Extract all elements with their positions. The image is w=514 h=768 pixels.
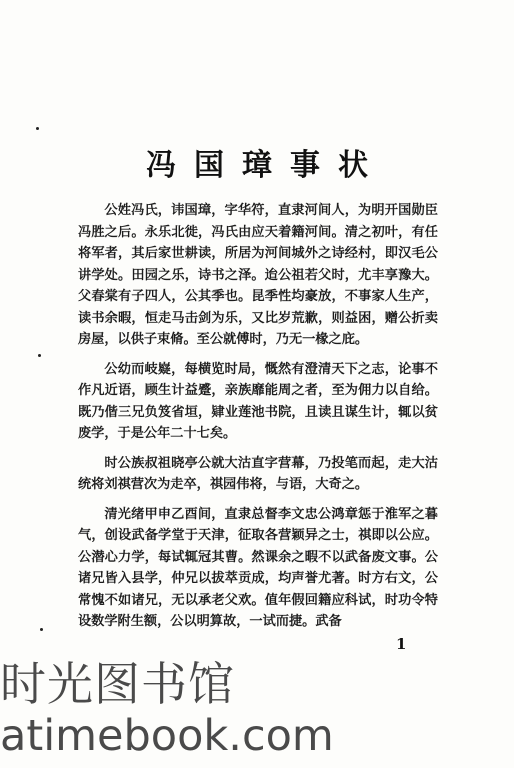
scan-speck bbox=[40, 628, 43, 631]
document-body bbox=[78, 200, 438, 641]
scan-speck bbox=[38, 354, 41, 357]
scan-speck bbox=[36, 127, 39, 130]
watermark-url: atimebook.com bbox=[0, 711, 334, 761]
document-title: 冯国璋事状 bbox=[146, 148, 386, 183]
paragraph: 时公族叔祖晓亭公就大沽直字营幕，乃投笔而起，走大沽统将刘祺营次为走卒，祺园伟将，与语，大奇之。 bbox=[78, 455, 438, 492]
page-number: 1 bbox=[396, 635, 407, 653]
paragraph: 公姓冯氏，讳国璋，字华符，直隶河间人，为明开国勋臣冯胜之后。永乐北徙，冯氏由应天着籍河间。清之初叶，有任将军者，其后家世耕读，所居为河间城外之诗经村，即汉毛公讲学处。田园之乐，诗书之泽。迨公祖若父时，尤丰享豫大。父春棠有子四人，公其季也。昆季性均豪放，不事家人生产，读书余暇，恒走马击剑为乐，又比岁荒歉，则益困，赠公折卖房屋，以供子束脩。至公就傅时，乃无一椽之庇。 bbox=[78, 203, 438, 347]
watermark-name: 时光图书馆 bbox=[0, 657, 235, 711]
paragraph: 清光绪甲申乙酉间，直隶总督李文忠公鸿章惩于淮军之暮气，创设武备学堂于天津，征取各营颖异之士，祺即以公应。公潜心力学，每试辄冠其曹。然课余之暇不以武备废文事。公诸兄皆入县学，仲兄以拔萃贡成，均声誉尤著。时方右文，公常愧不如诸兄，无以承老父欢。值年假回籍应科试，时功令特设数学附生额，公以明算故，一试而捷。武备 bbox=[78, 506, 438, 629]
paragraph: 公幼而岐嶷，每横览时局，慨然有澄清天下之志，论事不作凡近语，顾生计益蹙，亲族靡能周之者，至为佣力以自给。既乃偕三兄负笈省垣，肄业莲池书院，且读且谋生计，辄以贫废学，于是公年二十七矣。 bbox=[78, 361, 438, 441]
